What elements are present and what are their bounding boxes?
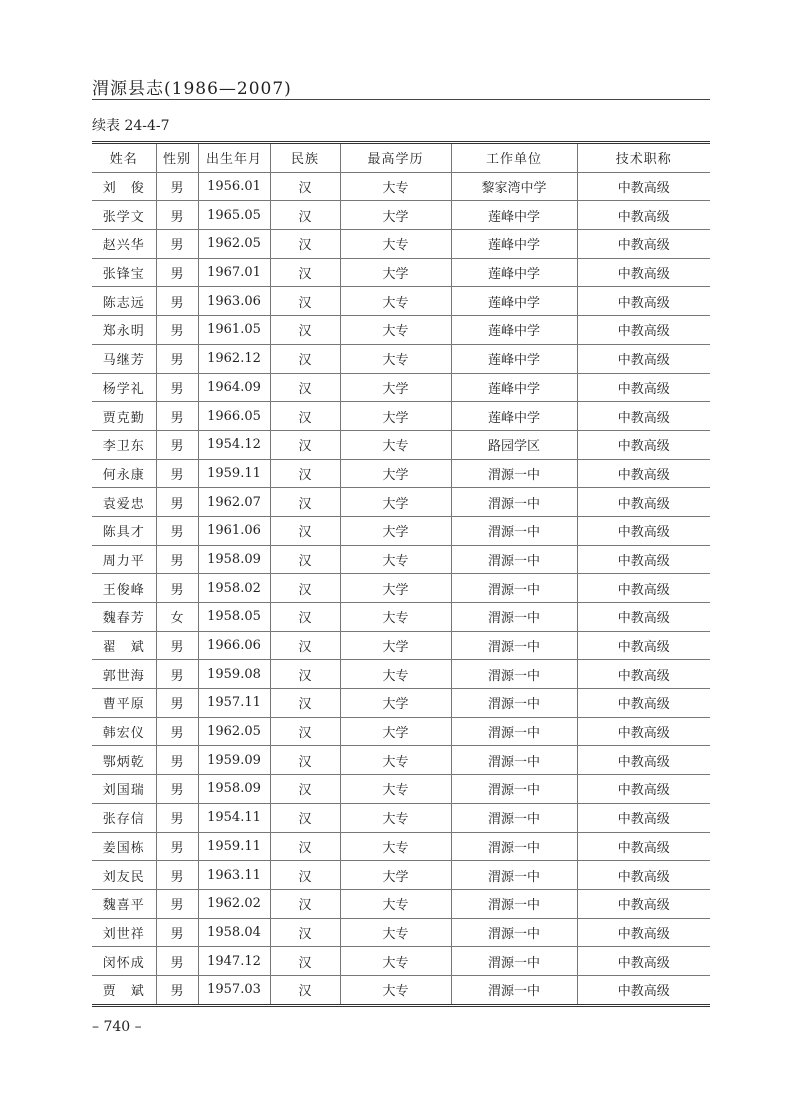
cell-education: 大专 — [340, 344, 451, 373]
cell-education: 大专 — [340, 832, 451, 861]
cell-title: 中教高级 — [577, 430, 710, 459]
column-header-education: 最高学历 — [340, 144, 451, 172]
cell-ethnicity: 汉 — [270, 889, 340, 918]
cell-name: 闵怀成 — [92, 947, 156, 976]
cell-workplace: 莲峰中学 — [451, 287, 577, 316]
cell-workplace: 渭源一中 — [451, 861, 577, 890]
cell-workplace: 渭源一中 — [451, 889, 577, 918]
table-row — [92, 172, 710, 201]
cell-workplace: 渭源一中 — [451, 918, 577, 947]
cell-education: 大学 — [340, 373, 451, 402]
table-row — [92, 545, 710, 574]
cell-ethnicity: 汉 — [270, 574, 340, 603]
table-row — [92, 889, 710, 918]
table-row — [92, 459, 710, 488]
table-row — [92, 430, 710, 459]
cell-workplace: 莲峰中学 — [451, 373, 577, 402]
cell-birth: 1966.05 — [198, 402, 270, 431]
cell-birth: 1959.09 — [198, 746, 270, 775]
cell-title: 中教高级 — [577, 947, 710, 976]
cell-workplace: 渭源一中 — [451, 631, 577, 660]
table-row — [92, 975, 710, 1003]
cell-gender: 男 — [156, 861, 198, 890]
cell-birth: 1964.09 — [198, 373, 270, 402]
cell-ethnicity: 汉 — [270, 459, 340, 488]
table-row — [92, 402, 710, 431]
cell-gender: 男 — [156, 775, 198, 804]
cell-birth: 1958.09 — [198, 545, 270, 574]
cell-gender: 男 — [156, 344, 198, 373]
cell-education: 大学 — [340, 861, 451, 890]
cell-education: 大专 — [340, 947, 451, 976]
cell-title: 中教高级 — [577, 230, 710, 259]
cell-workplace: 莲峰中学 — [451, 230, 577, 259]
cell-education: 大专 — [340, 545, 451, 574]
cell-name: 贾克勤 — [92, 402, 156, 431]
column-header-name: 姓名 — [92, 144, 156, 172]
book-title: 渭源县志(1986—2007) — [92, 79, 292, 99]
cell-birth: 1961.06 — [198, 516, 270, 545]
cell-workplace: 渭源一中 — [451, 574, 577, 603]
cell-title: 中教高级 — [577, 574, 710, 603]
table-row — [92, 574, 710, 603]
column-header-ethnicity: 民族 — [270, 144, 340, 172]
cell-birth: 1962.05 — [198, 230, 270, 259]
cell-education: 大专 — [340, 775, 451, 804]
cell-workplace: 黎家湾中学 — [451, 172, 577, 201]
table-body — [92, 172, 710, 1003]
cell-title: 中教高级 — [577, 918, 710, 947]
cell-title: 中教高级 — [577, 603, 710, 632]
cell-name: 刘世祥 — [92, 918, 156, 947]
cell-gender: 男 — [156, 975, 198, 1003]
table-row — [92, 373, 710, 402]
cell-title: 中教高级 — [577, 717, 710, 746]
cell-title: 中教高级 — [577, 545, 710, 574]
cell-ethnicity: 汉 — [270, 430, 340, 459]
table-row — [92, 832, 710, 861]
cell-education: 大学 — [340, 516, 451, 545]
cell-name: 周力平 — [92, 545, 156, 574]
cell-birth: 1962.07 — [198, 488, 270, 517]
cell-birth: 1957.03 — [198, 975, 270, 1003]
cell-workplace: 莲峰中学 — [451, 258, 577, 287]
cell-gender: 男 — [156, 803, 198, 832]
cell-title: 中教高级 — [577, 861, 710, 890]
cell-ethnicity: 汉 — [270, 258, 340, 287]
cell-workplace: 渭源一中 — [451, 516, 577, 545]
cell-gender: 男 — [156, 832, 198, 861]
table-row — [92, 775, 710, 804]
cell-workplace: 渭源一中 — [451, 832, 577, 861]
cell-name: 马继芳 — [92, 344, 156, 373]
cell-ethnicity: 汉 — [270, 947, 340, 976]
table-row — [92, 201, 710, 230]
cell-education: 大专 — [340, 803, 451, 832]
cell-workplace: 莲峰中学 — [451, 344, 577, 373]
staff-table — [92, 141, 710, 1007]
cell-gender: 男 — [156, 373, 198, 402]
cell-name: 鄂炳乾 — [92, 746, 156, 775]
cell-education: 大专 — [340, 918, 451, 947]
table-row — [92, 488, 710, 517]
cell-birth: 1966.06 — [198, 631, 270, 660]
cell-gender: 男 — [156, 631, 198, 660]
cell-education: 大专 — [340, 287, 451, 316]
cell-name: 刘 俊 — [92, 172, 156, 201]
cell-education: 大专 — [340, 430, 451, 459]
cell-ethnicity: 汉 — [270, 918, 340, 947]
cell-name: 陈志远 — [92, 287, 156, 316]
cell-ethnicity: 汉 — [270, 775, 340, 804]
table-row — [92, 717, 710, 746]
cell-workplace: 路园学区 — [451, 430, 577, 459]
table-row — [92, 258, 710, 287]
cell-workplace: 渭源一中 — [451, 459, 577, 488]
cell-birth: 1954.11 — [198, 803, 270, 832]
header-divider — [92, 99, 710, 100]
cell-birth: 1962.12 — [198, 344, 270, 373]
cell-gender: 男 — [156, 746, 198, 775]
cell-title: 中教高级 — [577, 344, 710, 373]
cell-education: 大学 — [340, 402, 451, 431]
cell-workplace: 渭源一中 — [451, 603, 577, 632]
cell-birth: 1958.04 — [198, 918, 270, 947]
cell-title: 中教高级 — [577, 689, 710, 718]
cell-workplace: 渭源一中 — [451, 689, 577, 718]
cell-workplace: 莲峰中学 — [451, 402, 577, 431]
cell-title: 中教高级 — [577, 516, 710, 545]
table-row — [92, 660, 710, 689]
cell-birth: 1958.09 — [198, 775, 270, 804]
cell-name: 郑永明 — [92, 316, 156, 345]
cell-birth: 1956.01 — [198, 172, 270, 201]
cell-ethnicity: 汉 — [270, 631, 340, 660]
cell-name: 郭世海 — [92, 660, 156, 689]
cell-gender: 男 — [156, 660, 198, 689]
cell-education: 大学 — [340, 201, 451, 230]
cell-birth: 1963.06 — [198, 287, 270, 316]
cell-ethnicity: 汉 — [270, 689, 340, 718]
cell-name: 陈具才 — [92, 516, 156, 545]
cell-ethnicity: 汉 — [270, 832, 340, 861]
cell-workplace: 渭源一中 — [451, 947, 577, 976]
cell-name: 刘国瑞 — [92, 775, 156, 804]
column-header-workplace: 工作单位 — [451, 144, 577, 172]
cell-title: 中教高级 — [577, 258, 710, 287]
table-row — [92, 603, 710, 632]
cell-title: 中教高级 — [577, 746, 710, 775]
cell-title: 中教高级 — [577, 631, 710, 660]
column-header-gender: 性别 — [156, 144, 198, 172]
cell-workplace: 渭源一中 — [451, 660, 577, 689]
cell-education: 大学 — [340, 488, 451, 517]
cell-name: 何永康 — [92, 459, 156, 488]
table-row — [92, 689, 710, 718]
table-row — [92, 631, 710, 660]
cell-ethnicity: 汉 — [270, 316, 340, 345]
cell-workplace: 莲峰中学 — [451, 316, 577, 345]
column-header-title: 技术职称 — [577, 144, 710, 172]
cell-workplace: 渭源一中 — [451, 775, 577, 804]
cell-education: 大学 — [340, 631, 451, 660]
cell-title: 中教高级 — [577, 488, 710, 517]
cell-name: 张学文 — [92, 201, 156, 230]
cell-title: 中教高级 — [577, 775, 710, 804]
cell-ethnicity: 汉 — [270, 488, 340, 517]
cell-ethnicity: 汉 — [270, 287, 340, 316]
cell-gender: 男 — [156, 689, 198, 718]
cell-name: 张存信 — [92, 803, 156, 832]
cell-ethnicity: 汉 — [270, 746, 340, 775]
cell-ethnicity: 汉 — [270, 344, 340, 373]
cell-name: 韩宏仪 — [92, 717, 156, 746]
cell-name: 张锋宝 — [92, 258, 156, 287]
table-row — [92, 947, 710, 976]
cell-gender: 女 — [156, 603, 198, 632]
cell-workplace: 渭源一中 — [451, 803, 577, 832]
table-caption: 续表 24-4-7 — [92, 118, 170, 134]
cell-education: 大学 — [340, 459, 451, 488]
page-number: – 740 – — [92, 1019, 142, 1035]
cell-title: 中教高级 — [577, 373, 710, 402]
cell-birth: 1962.02 — [198, 889, 270, 918]
cell-title: 中教高级 — [577, 832, 710, 861]
column-header-birth: 出生年月 — [198, 144, 270, 172]
cell-gender: 男 — [156, 516, 198, 545]
cell-education: 大专 — [340, 975, 451, 1003]
cell-birth: 1963.11 — [198, 861, 270, 890]
cell-birth: 1967.01 — [198, 258, 270, 287]
cell-education: 大专 — [340, 660, 451, 689]
cell-title: 中教高级 — [577, 172, 710, 201]
cell-gender: 男 — [156, 430, 198, 459]
cell-name: 袁爱忠 — [92, 488, 156, 517]
cell-gender: 男 — [156, 918, 198, 947]
cell-title: 中教高级 — [577, 889, 710, 918]
cell-title: 中教高级 — [577, 459, 710, 488]
cell-education: 大学 — [340, 689, 451, 718]
cell-gender: 男 — [156, 459, 198, 488]
cell-name: 翟 斌 — [92, 631, 156, 660]
table-row — [92, 316, 710, 345]
cell-gender: 男 — [156, 287, 198, 316]
cell-name: 魏喜平 — [92, 889, 156, 918]
cell-workplace: 渭源一中 — [451, 545, 577, 574]
cell-education: 大学 — [340, 258, 451, 287]
cell-gender: 男 — [156, 574, 198, 603]
cell-gender: 男 — [156, 316, 198, 345]
cell-ethnicity: 汉 — [270, 803, 340, 832]
cell-birth: 1959.11 — [198, 832, 270, 861]
cell-title: 中教高级 — [577, 660, 710, 689]
cell-gender: 男 — [156, 230, 198, 259]
cell-gender: 男 — [156, 545, 198, 574]
cell-gender: 男 — [156, 488, 198, 517]
cell-title: 中教高级 — [617, 984, 670, 1000]
cell-education: 大专 — [340, 603, 451, 632]
cell-education: 大学 — [340, 717, 451, 746]
table-row — [92, 287, 710, 316]
cell-name: 贾 斌 — [92, 975, 156, 1003]
cell-ethnicity: 汉 — [270, 402, 340, 431]
cell-workplace: 渭源一中 — [451, 746, 577, 775]
cell-title: 中教高级 — [577, 287, 710, 316]
table-row — [92, 861, 710, 890]
table-header-row — [92, 144, 710, 172]
cell-birth: 1962.05 — [198, 717, 270, 746]
cell-ethnicity: 汉 — [270, 545, 340, 574]
cell-ethnicity: 汉 — [270, 861, 340, 890]
cell-title: 中教高级 — [577, 803, 710, 832]
cell-name: 刘友民 — [92, 861, 156, 890]
cell-name: 赵兴华 — [92, 230, 156, 259]
cell-education: 大学 — [340, 574, 451, 603]
cell-education: 大专 — [340, 746, 451, 775]
cell-ethnicity: 汉 — [270, 373, 340, 402]
cell-gender: 男 — [156, 402, 198, 431]
cell-ethnicity: 汉 — [270, 201, 340, 230]
cell-birth: 1959.08 — [198, 660, 270, 689]
cell-workplace: 莲峰中学 — [451, 201, 577, 230]
cell-name: 魏春芳 — [92, 603, 156, 632]
cell-education: 大专 — [340, 172, 451, 201]
cell-workplace: 渭源一中 — [451, 488, 577, 517]
cell-gender: 男 — [156, 947, 198, 976]
cell-birth: 1961.05 — [198, 316, 270, 345]
cell-ethnicity: 汉 — [270, 975, 340, 1003]
cell-birth: 1965.05 — [198, 201, 270, 230]
table-row — [92, 516, 710, 545]
cell-name: 李卫东 — [92, 430, 156, 459]
cell-ethnicity: 汉 — [270, 516, 340, 545]
cell-ethnicity: 汉 — [270, 660, 340, 689]
cell-birth: 1954.12 — [198, 430, 270, 459]
cell-gender: 男 — [156, 717, 198, 746]
cell-title: 中教高级 — [577, 201, 710, 230]
cell-gender: 男 — [156, 201, 198, 230]
cell-gender: 男 — [156, 258, 198, 287]
cell-education: 大专 — [340, 230, 451, 259]
cell-birth: 1959.11 — [198, 459, 270, 488]
cell-ethnicity: 汉 — [270, 230, 340, 259]
cell-name: 姜国栋 — [92, 832, 156, 861]
table-row — [92, 344, 710, 373]
cell-ethnicity: 汉 — [270, 172, 340, 201]
cell-workplace: 渭源一中 — [451, 975, 577, 1003]
cell-birth: 1958.02 — [198, 574, 270, 603]
cell-gender: 男 — [156, 172, 198, 201]
table-row — [92, 230, 710, 259]
cell-name: 王俊峰 — [92, 574, 156, 603]
cell-gender: 男 — [156, 889, 198, 918]
table-row — [92, 746, 710, 775]
cell-ethnicity: 汉 — [270, 603, 340, 632]
table-row — [92, 803, 710, 832]
cell-ethnicity: 汉 — [270, 717, 340, 746]
cell-name: 曹平原 — [92, 689, 156, 718]
cell-name: 杨学礼 — [92, 373, 156, 402]
table-row — [92, 918, 710, 947]
cell-birth: 1947.12 — [198, 947, 270, 976]
cell-title: 中教高级 — [577, 316, 710, 345]
cell-workplace: 渭源一中 — [451, 717, 577, 746]
cell-education: 大专 — [340, 316, 451, 345]
cell-birth: 1957.11 — [198, 689, 270, 718]
cell-title: 中教高级 — [577, 402, 710, 431]
cell-education: 大专 — [340, 889, 451, 918]
cell-birth: 1958.05 — [198, 603, 270, 632]
